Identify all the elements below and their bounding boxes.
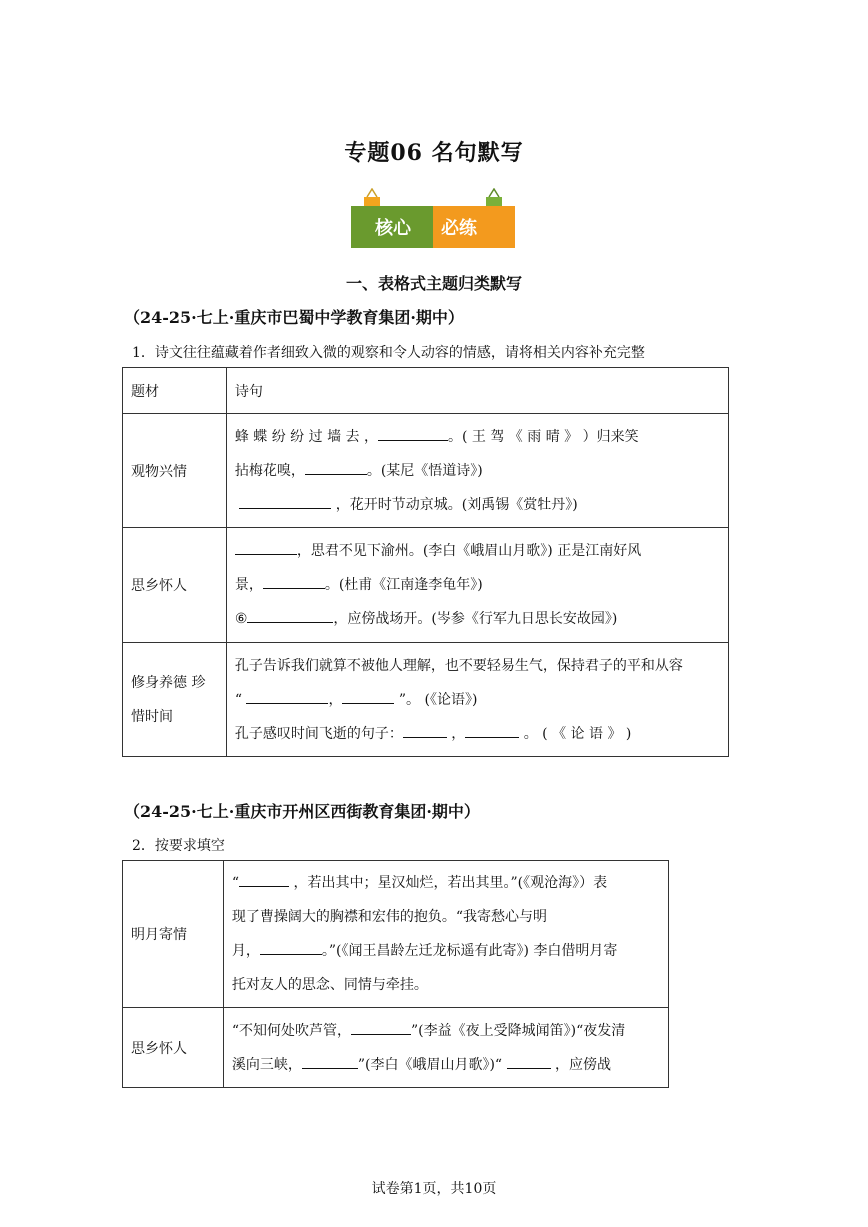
answer-blank[interactable]	[239, 494, 331, 509]
row-topic: 修身养德 珍惜时间	[123, 643, 227, 757]
q2-table	[122, 860, 669, 1088]
row-topic: 观物兴情	[123, 414, 227, 528]
verse-text: ，若出其中；星汉灿烂，若出其里。”(《观沧海》）表	[289, 875, 608, 891]
verse-text: ”(李白《峨眉山月歌》)“	[357, 1056, 507, 1073]
q1-table	[122, 367, 729, 757]
answer-blank[interactable]	[465, 723, 519, 738]
answer-blank[interactable]	[260, 940, 322, 955]
badge-left-label: 核心	[375, 218, 411, 239]
badge-right-label: 必练	[441, 218, 477, 239]
row-verses	[226, 414, 728, 528]
verse-text: 景，	[234, 577, 263, 593]
page-title: 专题06 名句默写	[344, 140, 524, 166]
verse-text: ，思君不见下渝州。(李白《峨眉山月歌》) 正是江南好风	[296, 543, 642, 559]
verse-text: “不知何处吹芦管，	[231, 1022, 351, 1039]
verse-text: ，	[446, 725, 466, 742]
answer-blank[interactable]	[239, 872, 289, 887]
verse-text: 。( 王 驾 《 雨 晴 》 ）归来笑	[447, 428, 639, 445]
answer-blank[interactable]	[351, 1020, 411, 1035]
verse-text: 拈梅花嗅，	[234, 462, 305, 479]
row-verses	[223, 1008, 668, 1088]
row-topic: 明月寄情	[123, 861, 224, 1008]
table-row	[123, 643, 729, 757]
row-verses	[226, 528, 728, 643]
answer-blank[interactable]	[342, 689, 394, 704]
circled-number: ⑥	[234, 611, 248, 627]
verse-text: 。(某尼《悟道诗》)	[366, 462, 483, 479]
verse-text: 月，	[231, 943, 260, 959]
verse-text: 。”(《闻王昌龄左迁龙标遥有此寄》) 李白借明月寄	[321, 943, 618, 959]
row-verses	[226, 643, 728, 757]
verse-text: ”。 (《论语》)	[394, 691, 478, 708]
table-row	[123, 861, 669, 1008]
verse-text: 现了曹操阔大的胸襟和宏伟的抱负。“我寄愁心与明	[231, 909, 547, 925]
verse-text: 孔子告诉我们就算不被他人理解，也不要轻易生气，保持君子的平和从容	[234, 657, 683, 674]
answer-blank[interactable]	[507, 1054, 551, 1069]
core-practice-badge	[349, 188, 517, 250]
verse-text: ，应傍战场开。(岑参《行军九日思长安故园》)	[333, 611, 618, 627]
verse-text: ，	[328, 691, 343, 708]
table-row	[123, 414, 729, 528]
verse-text: 。 ( 《 论 语 》 )	[519, 725, 632, 742]
section-title: 一、表格式主题归类默写	[345, 274, 522, 293]
table-row	[123, 1008, 669, 1088]
answer-blank[interactable]	[263, 574, 325, 589]
verse-text: ”(李益《夜上受降城闻笛》)“夜发清	[411, 1022, 626, 1039]
page-footer: 试卷第1页，共10页	[371, 1181, 497, 1197]
answer-blank[interactable]	[378, 426, 448, 441]
verse-text: “	[231, 875, 239, 891]
row-topic: 思乡怀人	[123, 1008, 224, 1088]
verse-text: 。(杜甫《江南逢李龟年》)	[324, 577, 483, 593]
verse-text: 溪向三峡，	[231, 1056, 302, 1073]
verse-text: ，花开时节动京城。(刘禹锡《赏牡丹》)	[331, 496, 578, 513]
verse-text: 蜂 蝶 纷 纷 过 墙 去 ，	[234, 428, 378, 445]
q1-prompt: 1．诗文往往蕴藏着作者细致入微的观察和令人动容的情感，请将相关内容补充完整	[132, 345, 645, 361]
answer-blank[interactable]	[235, 540, 297, 555]
answer-blank[interactable]	[246, 689, 328, 704]
table-header-row	[123, 368, 729, 414]
row-verses	[223, 861, 668, 1008]
verse-text: “	[234, 691, 247, 708]
header-topic: 题材	[123, 368, 227, 414]
q1-source: （24-25·七上·重庆市巴蜀中学教育集团·期中）	[124, 308, 464, 327]
verse-text: 托对友人的思念、同情与牵挂。	[231, 977, 428, 993]
verse-text: 孔子感叹时间飞逝的句子：	[234, 725, 403, 742]
answer-blank[interactable]	[247, 608, 333, 623]
answer-blank[interactable]	[302, 1054, 358, 1069]
answer-blank[interactable]	[403, 723, 447, 738]
verse-text: ，应傍战	[550, 1056, 611, 1073]
table-row	[123, 528, 729, 643]
answer-blank[interactable]	[305, 460, 367, 475]
row-topic: 思乡怀人	[123, 528, 227, 643]
header-verse: 诗句	[226, 368, 728, 414]
q2-prompt: 2．按要求填空	[132, 838, 225, 854]
q2-source: （24-25·七上·重庆市开州区西街教育集团·期中）	[124, 802, 480, 821]
